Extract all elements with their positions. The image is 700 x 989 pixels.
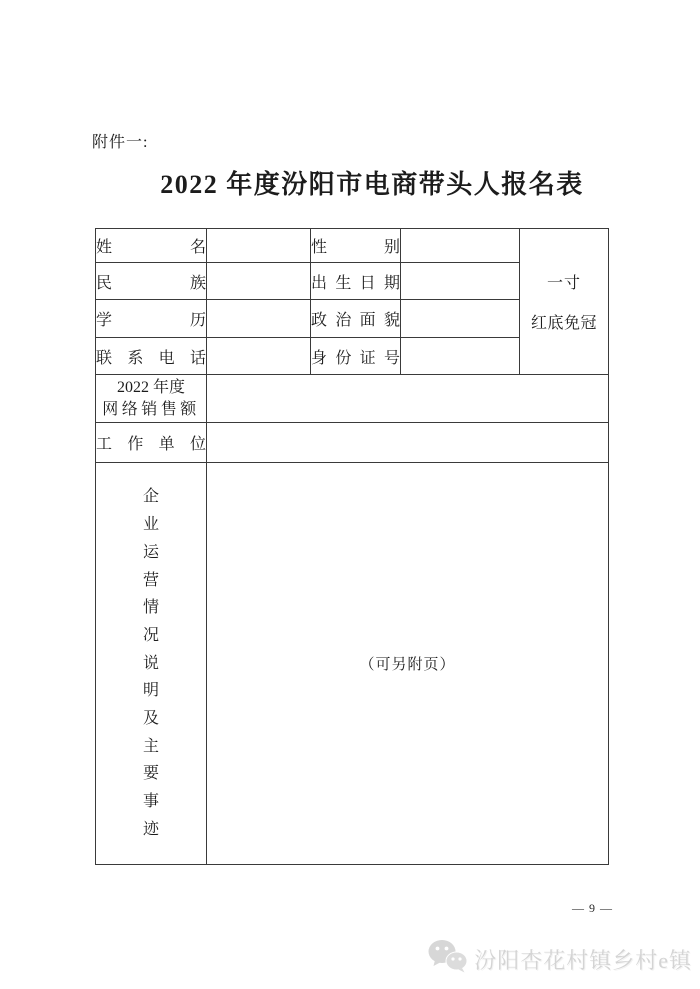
field-label-work-unit: 工作单位: [96, 423, 207, 463]
table-row: [96, 423, 609, 463]
field-value-name: [207, 229, 311, 263]
photo-placeholder-cell: [520, 229, 609, 375]
business-description-vertical-label: 企业运营情况说明及主要事迹: [142, 488, 159, 838]
field-label-name: 姓名: [96, 229, 207, 263]
wechat-icon: [427, 938, 469, 980]
field-value-business-description: [207, 463, 609, 865]
field-value-id-number: [401, 338, 520, 375]
field-value-online-sales: [207, 375, 609, 423]
field-value-phone: [207, 338, 311, 375]
table-row: [96, 229, 609, 263]
online-sales-label-line1: 2022 年度: [116, 378, 185, 396]
watermark: [427, 938, 692, 980]
field-label-ethnicity: 民族: [96, 263, 207, 300]
page-number: — 9 —: [572, 901, 613, 915]
field-value-political-status: [401, 300, 520, 338]
field-value-ethnicity: [207, 263, 311, 300]
field-label-online-sales: [96, 375, 207, 423]
field-value-work-unit: [207, 423, 609, 463]
registration-form-table: [95, 228, 609, 865]
field-label-education: 学历: [96, 300, 207, 338]
field-label-id-number: 身份证号: [311, 338, 401, 375]
photo-note-line2: 红底免冠: [530, 315, 597, 332]
page-title: 2022 年度汾阳市电商带头人报名表: [160, 170, 584, 199]
field-value-birthdate: [401, 263, 520, 300]
table-row: [96, 375, 609, 423]
photo-note-line1: 一寸: [546, 275, 581, 292]
watermark-text: 汾阳杏花村镇乡村e镇: [474, 947, 692, 973]
field-label-birthdate: 出生日期: [311, 263, 401, 300]
field-value-gender: [401, 229, 520, 263]
attach-page-note: （可另附页）: [359, 657, 456, 673]
table-row: [96, 463, 609, 865]
field-value-education: [207, 300, 311, 338]
field-label-political-status: 政治面貌: [311, 300, 401, 338]
attachment-label: 附件一:: [92, 134, 149, 151]
field-label-phone: 联系电话: [96, 338, 207, 375]
field-label-gender: 性别: [311, 229, 401, 263]
field-label-business-description: [96, 463, 207, 865]
online-sales-label-line2: 网络销售额: [102, 400, 200, 418]
